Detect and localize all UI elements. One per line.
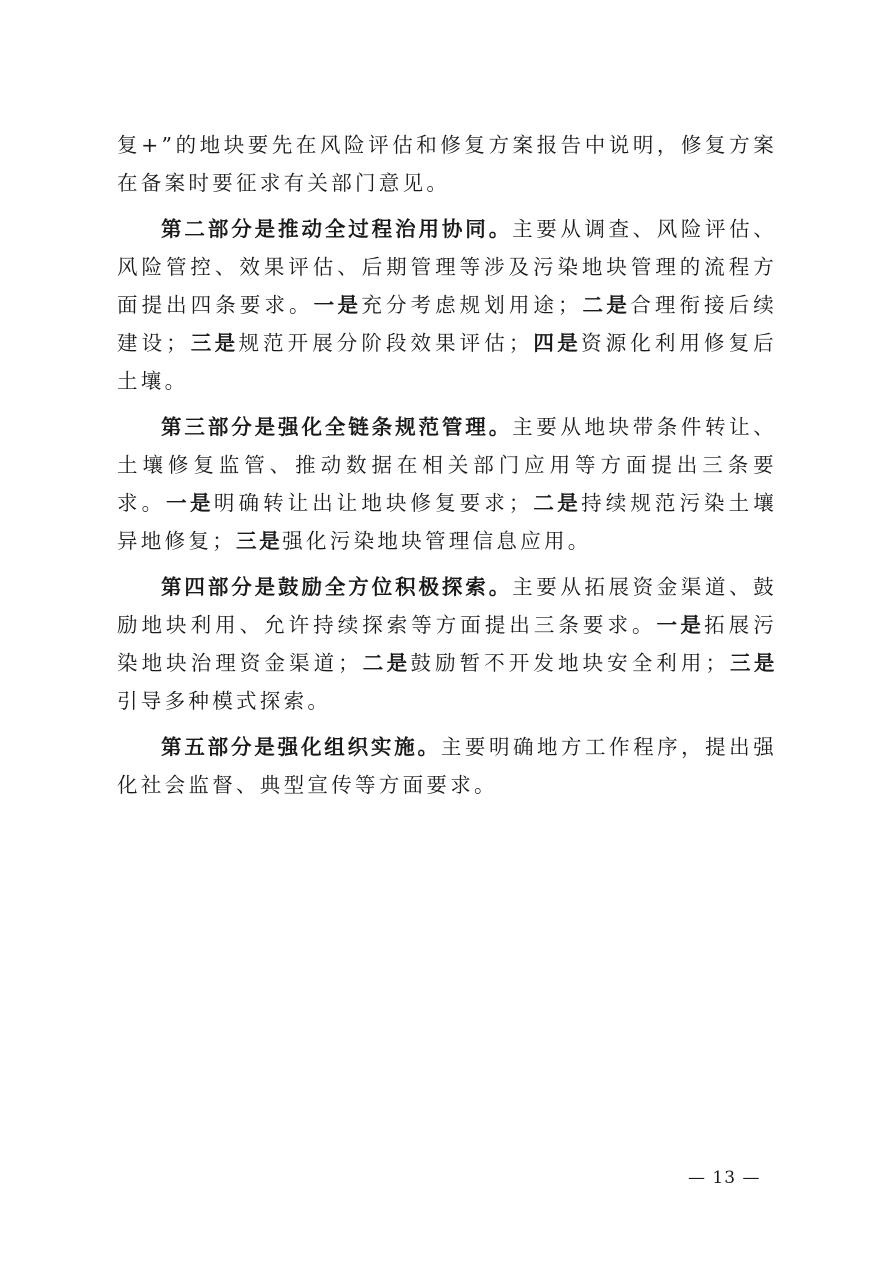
paragraph-text: 主要明确地方工作程序，提出强化社会监督、典型宣传等方面要求。 [117,735,777,797]
keyword: 一是 [656,613,705,637]
paragraph-text: 拓展污染地块治理资金渠道； [117,613,778,675]
paragraph-text: 强化污染地块管理信息应用。 [282,529,592,553]
paragraph-part-five [117,728,777,804]
page-number: — 13 — [688,1168,761,1188]
paragraph-text: 主要从拓展资金渠道、鼓励地块利用、允许持续探索等方面提出三条要求。 [117,575,777,637]
keyword: 一是 [313,293,362,317]
keyword: 三是 [189,331,239,355]
keyword: 三是 [236,529,283,553]
paragraph-text: 主要从调查、风险评估、风险管控、效果评估、后期管理等涉及污染地块管理的流程方面提出四条要求。 [117,217,777,317]
paragraph-text: 主要从地块带条件转让、土壤修复监管、推动数据在相关部门应用等方面提出三条要求。 [117,415,777,515]
paragraph-part-four [117,568,777,720]
paragraph-text: 引导多种模式探索。 [117,689,332,713]
paragraph-text: 持续规范污染土壤异地修复； [117,491,778,553]
keyword: 三是 [729,651,778,675]
section-heading: 第四部分是鼓励全方位积极探索。 [161,575,513,599]
keyword: 一是 [166,491,214,515]
paragraph-text: 充分考虑规划用途； [361,293,582,317]
paragraph-part-three [117,408,777,560]
keyword: 四是 [532,331,582,355]
keyword: 二是 [532,491,582,515]
paragraph-text: 复+”的地块要先在风险评估和修复方案报告中说明，修复方案在备案时要征求有关部门意见。 [117,133,777,195]
paragraph-text: 规范开展分阶段效果评估； [238,331,533,355]
paragraph-text: 明确转让出让地块修复要求； [213,491,533,515]
keyword: 二是 [581,293,631,317]
paragraph-continuation [117,126,777,202]
section-heading: 第三部分是强化全链条规范管理。 [161,415,513,439]
keyword: 二是 [362,651,411,675]
paragraph-part-two [117,210,777,400]
paragraph-text: 合理衔接后续建设； [117,293,777,355]
section-heading: 第五部分是强化组织实施。 [161,735,441,759]
document-body [117,126,777,812]
paragraph-text: 鼓励暂不开发地块安全利用； [410,651,730,675]
paragraph-text: 资源化利用修复后土壤。 [117,331,777,393]
section-heading: 第二部分是推动全过程治用协同。 [161,217,513,241]
